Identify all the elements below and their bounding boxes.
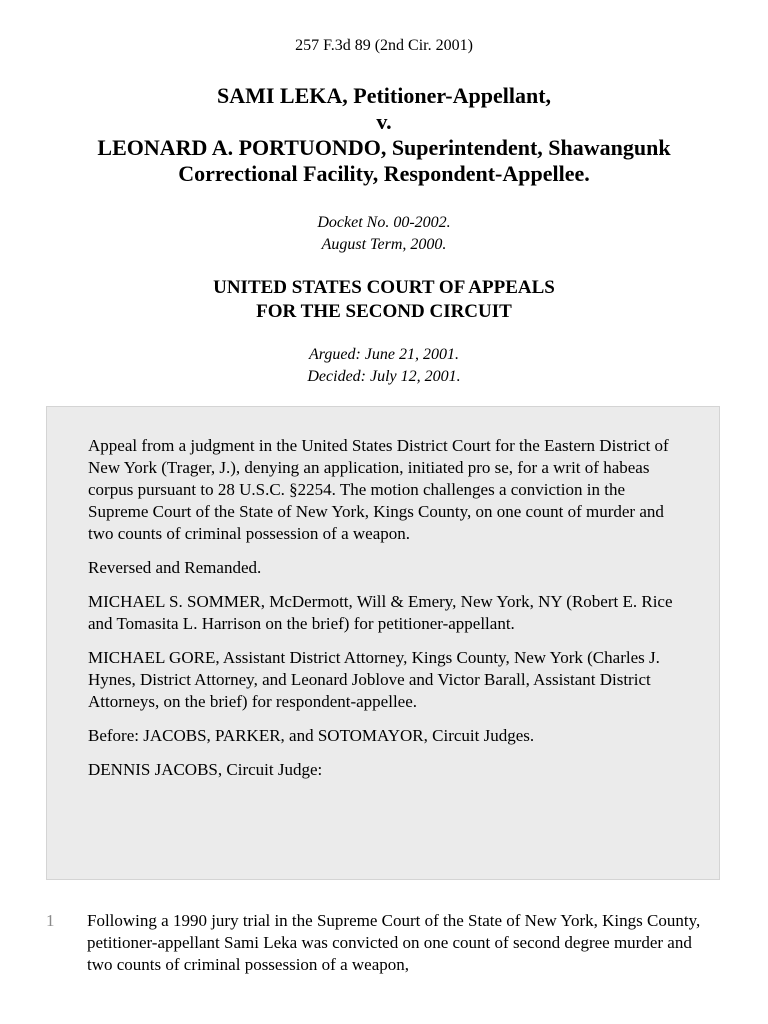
argued-date: Argued: June 21, 2001.: [308, 346, 460, 363]
opinion-body: [87, 910, 707, 976]
paragraph-number: 1: [46, 911, 55, 930]
case-summary-box: [46, 406, 720, 880]
case-citation: 257 F.3d 89 (2nd Cir. 2001): [295, 37, 473, 54]
docket-term: August Term, 2000.: [321, 236, 447, 253]
decided-date: Decided: July 12, 2001.: [307, 368, 461, 385]
case-parties: [40, 83, 728, 187]
case-dates: [0, 344, 768, 388]
judges-panel: Before: JACOBS, PARKER, and SOTOMAYOR, Circuit Judges.: [88, 726, 535, 745]
docket-info: [0, 212, 768, 256]
counsel-petitioner: MICHAEL S. SOMMER, McDermott, Will & Emery, New York, NY (Robert E. Rice and Tomasita L. Harrison on the brief) for petitioner-appellant.: [88, 592, 673, 633]
petitioner-name: SAMI LEKA, Petitioner-Appellant,: [216, 83, 552, 108]
opinion-author: DENNIS JACOBS, Circuit Judge:: [88, 760, 323, 779]
docket-number: Docket No. 00-2002.: [317, 214, 451, 231]
respondent-name-line-2: Correctional Facility, Respondent-Appellee.: [178, 161, 590, 186]
court-name-line-2: FOR THE SECOND CIRCUIT: [256, 301, 512, 322]
opinion-paragraph: Following a 1990 jury trial in the Supreme Court of the State of New York, Kings County, petitioner-appellant Sami Leka was convicted on one count of second degree murder and two counts of criminal possession of a weapon,: [87, 911, 701, 974]
court-name-line-1: UNITED STATES COURT OF APPEALS: [213, 277, 555, 298]
counsel-respondent: MICHAEL GORE, Assistant District Attorney, Kings County, New York (Charles J. Hynes, District Attorney, and Leonard Joblove and Victor Barall, Assistant District Attorneys, on the brief) for respondent-appellee.: [88, 648, 660, 711]
appeal-description: Appeal from a judgment in the United States District Court for the Eastern District of New York (Trager, J.), denying an application, initiated pro se, for a writ of habeas corpus pursuant to 28 U.S.C. §2254. The motion challenges a conviction in the Supreme Court of the State of New York, Kings County, on one count of murder and two counts of criminal possession of a weapon.: [88, 436, 669, 543]
versus-label: v.: [376, 109, 392, 134]
respondent-name-line-1: LEONARD A. PORTUONDO, Superintendent, Shawangunk: [97, 135, 671, 160]
court-name: [0, 276, 768, 324]
case-summary-content: [88, 435, 688, 793]
disposition: Reversed and Remanded.: [88, 558, 262, 577]
